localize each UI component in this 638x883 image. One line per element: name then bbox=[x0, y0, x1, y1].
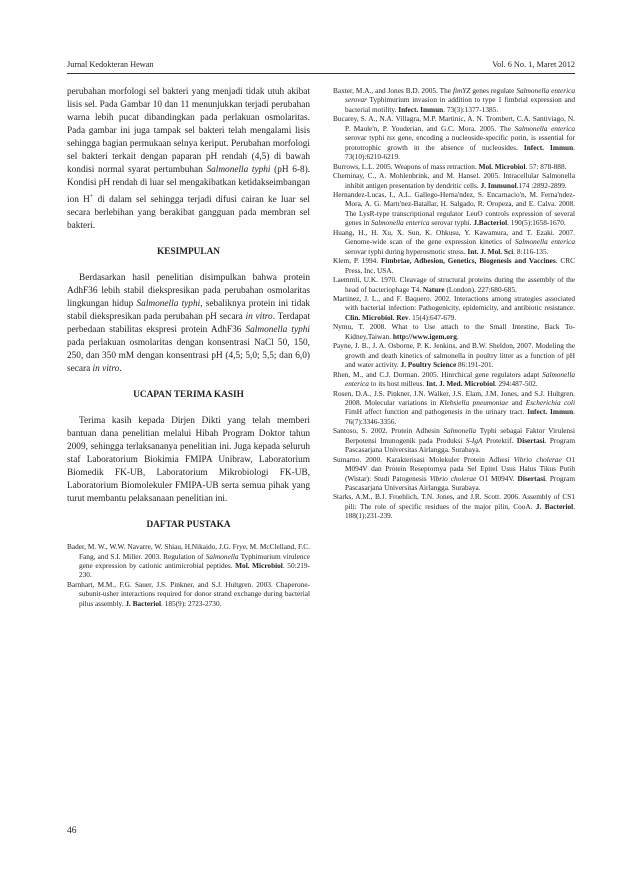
text-run: Infect. Immun bbox=[523, 142, 574, 152]
text-run: Cheminay, C., A. Mohlenbrink, and M. Hansel. 2005. Intracellular Salmonella inhibit antigen presentation by dendritic cells. bbox=[333, 171, 575, 190]
text-run: . 15(4):647-679. bbox=[408, 312, 457, 322]
text-run: . CRC Press, Inc, USA. bbox=[345, 256, 576, 275]
text-run: , sebaliknya protein ini tidak stabil diekspresikan pada perubahan pH secara bbox=[67, 299, 310, 323]
text-run: di dalam sel sehingga terjadi difusi cairan ke luar sel secara berlebihan yang berakibat gangguan pada membran sel bakteri. bbox=[67, 195, 310, 232]
pustaka-heading: DAFTAR PUSTAKA bbox=[146, 520, 231, 531]
header-rule bbox=[67, 73, 575, 74]
text-run: . 294:487-502. bbox=[494, 379, 538, 389]
text-run: (pH 6-8). Kondisi pH rendah di luar sel mengakibatkan ketidakseimbangan ion H bbox=[67, 165, 311, 206]
text-run: Escherichia coli bbox=[525, 397, 575, 407]
reference-entry bbox=[333, 86, 575, 114]
reference-entry bbox=[67, 542, 310, 580]
text-run: . 76(7):3346-3356. bbox=[345, 407, 575, 426]
text-run: Salmonella typhi bbox=[136, 299, 201, 310]
text-run: to its host milleus. bbox=[368, 379, 427, 389]
text-run: Int. J. Med. Microbiol bbox=[426, 379, 495, 389]
text-run: Mol. Microbiol bbox=[478, 161, 526, 171]
text-run: Salmonella enterica bbox=[345, 369, 575, 389]
ucapan-paragraph bbox=[67, 415, 310, 506]
text-run: Barnhart, M.M., F.G. Sauer, J.S. Pinkner, and S.J. Hultgren. 2003. Chaperone-subunit-usher interactions required for donor strand exchange during bacterial pilus assembly. bbox=[67, 579, 310, 608]
text-run: serovar typhi during hyperosmotic stress. bbox=[345, 246, 468, 256]
volume-info: Vol. 6 No. 1, Maret 2012 bbox=[492, 60, 575, 69]
text-run: Burrows, L.L. 2005. Weapons of mass retraction. bbox=[333, 161, 479, 171]
text-run: Berdasarkan hasil penelitian disimpulkan bahwa protein AdhF36 lebih stabil diekspresikan pada perubahan osmolaritas lingkungan hidup bbox=[67, 273, 310, 310]
text-run: Infect. Immun bbox=[527, 407, 574, 417]
text-run: J. Poultry Science bbox=[400, 360, 457, 370]
text-run: . 185(9): 2723-2730. bbox=[161, 598, 222, 608]
journal-name: Jurnal Kedokteran Hewan bbox=[67, 60, 154, 69]
text-run: Fimbriae, Adhesion, Genetics, Biogenesis and Vaccines bbox=[380, 256, 556, 266]
text-run: Salmonella enterica serovar bbox=[345, 86, 575, 105]
text-run: and bbox=[508, 397, 526, 407]
reference-entry bbox=[333, 341, 575, 369]
intro-paragraph bbox=[67, 86, 310, 233]
text-run: O1 M094V dan Protein Reseptornya pada Sel Epitel Usus Halus Tikus Putih (Wistar): Studi Patogenesis bbox=[345, 454, 575, 483]
reference-entry bbox=[333, 275, 575, 294]
text-run: Payne, J. B., J. A. Osborne, P. K. Jenkins, and B.W. Sheldon, 2007. Modeling the growth and death kinetics of salmonella in poultry litter as a function of pH and water activity. bbox=[333, 341, 575, 370]
text-run: serovar typhi bbox=[345, 133, 388, 143]
text-run: fimYZ bbox=[452, 86, 471, 95]
text-run: Infect. Immun bbox=[398, 104, 444, 114]
reference-entry bbox=[333, 294, 575, 322]
kesimpulan-paragraph bbox=[67, 272, 310, 376]
text-run: . 188(1):231-239. bbox=[345, 501, 575, 521]
text-run: J. Bacteriol bbox=[535, 501, 574, 511]
text-run: Klebsiella pneumoniae bbox=[439, 397, 509, 407]
reference-entry bbox=[333, 426, 575, 454]
text-run: Salmonella typhi bbox=[206, 165, 271, 175]
text-run: Protektif. bbox=[482, 435, 517, 445]
reference-entry bbox=[333, 114, 575, 161]
text-run: . Program Pascasarjana Universitas Airlangga. Surabaya. bbox=[345, 473, 575, 493]
text-run: Baxter, M.A., and Jones B.D. 2005. The bbox=[333, 86, 453, 95]
reference-entry bbox=[333, 228, 575, 256]
text-run: tsx bbox=[387, 133, 396, 143]
text-run: FimH affect function and pathogenesis in the urinary tract. bbox=[345, 407, 528, 417]
text-run: J. Immunol bbox=[480, 180, 517, 190]
text-run: J. Bacteriol bbox=[125, 598, 162, 608]
reference-entry bbox=[333, 322, 575, 341]
text-run: Laemmli, U.K. 1970. Cleavage of structural proteins during the assembly of the head of bacteriophage T4. bbox=[333, 275, 575, 294]
text-run: O1 M094V. bbox=[476, 473, 518, 483]
text-run: . 73(3):1377-1385. bbox=[443, 104, 499, 114]
text-run: . bbox=[119, 364, 122, 375]
ucapan-heading: UCAPAN TERIMA KASIH bbox=[133, 390, 244, 401]
right-column bbox=[333, 86, 575, 521]
text-run: Nature bbox=[422, 284, 445, 294]
text-run: Vibrio cholerae bbox=[429, 473, 477, 483]
reference-entry bbox=[333, 492, 575, 520]
text-run: Disertasi bbox=[516, 435, 545, 445]
text-run: + bbox=[89, 193, 94, 200]
text-run: Rhen, M., and C.J. Dorman. 2005. Hinrchical gene regulators adapt bbox=[333, 369, 543, 379]
text-run: .174 :2892-2899. bbox=[516, 180, 567, 190]
reference-entry bbox=[333, 190, 575, 228]
text-run: Hernandez-Lucas, I., A.L. Gallego-Herna'ndez, S. Encarnacio'n, M. Ferna'ndez-Mora, A. G. Martı'nez-Batallar, H. Salgado, R. Oropeza, and E. Calva. 2008. The LysR-type transcriptional regulator LeuO controls expression of several genes in bbox=[333, 189, 575, 228]
text-run: perubahan morfologi sel bakteri yang menjadi tidak utuh akibat lisis sel. Pada Gambar 10 dan 11 menunjukkan terjadi perubahan warna lebih pucat dibandingkan pada perlakuan osmolaritas. Pada gambar ini juga tampak sel bakteri telah mengalami lisis sehingga bagian permukaan selnya keriput. Perubahan morfologi sel bakteri terkait dengan paparan pH rendah (4,5) di bawah kondisi normal syarat pertumbuhan bbox=[67, 87, 310, 175]
reference-list-left bbox=[67, 542, 310, 608]
text-run: Clin. Microbiol. Rev bbox=[345, 312, 409, 322]
text-run: Salmonella enterica bbox=[370, 218, 430, 228]
text-run: Salmonella bbox=[443, 426, 477, 436]
text-run: 86:191-201. bbox=[456, 360, 494, 370]
text-run: in vitro bbox=[92, 364, 120, 375]
reference-entry bbox=[333, 162, 575, 171]
text-run: J.Bacteriol bbox=[473, 218, 508, 228]
text-run: gene, encoding a nucleoside-specific porin, is essential for prototrophic growth in the absence of nucleosides. bbox=[345, 133, 575, 152]
page-number: 46 bbox=[67, 826, 77, 836]
kesimpulan-heading: KESIMPULAN bbox=[156, 247, 221, 258]
text-run: in vitro bbox=[245, 312, 273, 323]
text-run: Bader, M. W., W.W. Navarre, W. Shiau, H.Nikaido, J.G. Frye, M. McClelland, F.C. Fang, and S.I. Miller. 2003. Regulation of bbox=[67, 542, 310, 561]
text-run: genes regulate bbox=[470, 86, 517, 95]
text-run: (London). 227:680-685. bbox=[444, 284, 517, 294]
text-run: Int. J. Mol. Sci bbox=[467, 246, 514, 256]
text-run: Mol. Microbiol bbox=[235, 561, 283, 570]
text-run: Salmonella enterica bbox=[514, 237, 575, 247]
text-run: Rosen, D.A., J.S. Pinkner, J.N. Walker, J.S. Elam, J.M. Jones, and S.J. Hultgren. 2008. Molecular variations in bbox=[333, 388, 575, 407]
text-run: . bbox=[456, 331, 459, 341]
text-run: Typhi sebagai Faktor Virulensi Berpotensi Imunogenik pada Produksi bbox=[345, 426, 576, 445]
text-run: . Terdapat perbedaan stabilitas ekspresi protein AdhF36 bbox=[67, 312, 310, 336]
text-run: Starks, A.M., B.J. Froehlich, T.N. Jones, and J.R. Scott. 2006. Assembly of CS1 pili: The role of specific residues of the major pilin, CooA. bbox=[333, 492, 575, 511]
text-run: S-IgA bbox=[465, 435, 483, 445]
reference-entry bbox=[333, 455, 575, 493]
text-run: Huang, H., H. Xu, X. Sun, K. Ohkusu, Y. Kawamura, and T. Ezaki. 2007. Genome-wide scan of the gene expression kinetics of bbox=[333, 227, 575, 247]
text-run: Salmonella bbox=[205, 551, 239, 561]
text-run: serovar typhi. bbox=[429, 218, 474, 228]
reference-entry bbox=[333, 389, 575, 427]
reference-entry bbox=[333, 256, 575, 275]
text-run: . 50:219-230. bbox=[79, 561, 310, 580]
text-run: Terima kasih kepada Dirjen Dikti yang telah memberi bantuan dana penelitian melalui Hibah Program Doktor tahun 2009, sehingga terlaksananya penelitian ini. Juga kepada seluruh staf Laboratorium Biokimia FMIPA Unibraw, Laboratorium Biomedik FK-UB, Laboratorium Mikrobiologi FK-UB, Laboratorium Biomolekuler FMIPA-UB serta semua pihak yang turut membantu pelaksanaan penelitian ini. bbox=[67, 416, 310, 505]
text-run: Sumarno. 2000. Karakterisasi Molekuler Protein Adhesi bbox=[333, 454, 514, 464]
text-run: Disertasi bbox=[517, 473, 546, 483]
left-column bbox=[67, 86, 310, 608]
text-run: Bucarey, S. A., N.A. Villagra, M.P. Martinic, A. N. Trombert, C.A. Santiviago, N. P. Maule'n, P. Youderian, and G.C. Mora. 2005. The bbox=[333, 114, 575, 133]
text-run: Salmonella enterica bbox=[514, 123, 575, 133]
text-run: . Program Pascasarjana Universitas Airlangga. Surabaya. bbox=[345, 435, 575, 455]
text-run: . 73(10):6210-6219. bbox=[345, 142, 575, 162]
text-run: Santoso, S. 2002. Protein Adhesin bbox=[333, 426, 444, 436]
text-run: . 190(5):1658-1670. bbox=[507, 218, 566, 228]
text-run: Typhimurium virulence gene expression by cationic antimicrobial peptides. bbox=[79, 551, 310, 570]
reference-entry bbox=[333, 171, 575, 190]
text-run: Typhimurium invasion in addition to type 1 fimbrial expression and bacterial motility. bbox=[345, 95, 575, 114]
text-run: Salmonella typhi bbox=[245, 325, 310, 336]
text-run: Vibrio cholerae bbox=[513, 454, 562, 464]
reference-entry bbox=[333, 370, 575, 389]
text-run: Martinez, J. L., and F. Baquero. 2002. Interactions among strategies associated with bacterial infection: Pathogenicity, epidemicity, and antibiotic resistance. bbox=[333, 293, 575, 313]
reference-list-right bbox=[333, 86, 575, 521]
text-run: pada perlakuan osmolaritas dengan konsentrasi NaCl 50, 150, 250, dan 350 mM dengan konsentrasi pH (4,5; 5,0; 5,5; dan 6,0) secara bbox=[67, 338, 310, 375]
text-run: http://www.igem.org bbox=[392, 331, 457, 341]
text-run: Klem, P. 1994. bbox=[333, 256, 381, 266]
text-run: . 8:116-135. bbox=[513, 246, 549, 256]
reference-entry bbox=[67, 580, 310, 608]
text-run: . 57: 878-888. bbox=[525, 161, 567, 171]
text-run: Nymu, T. 2008. What to Use attach to the Small Intestine, Back To-Kidney,Taiwan. bbox=[333, 322, 575, 341]
